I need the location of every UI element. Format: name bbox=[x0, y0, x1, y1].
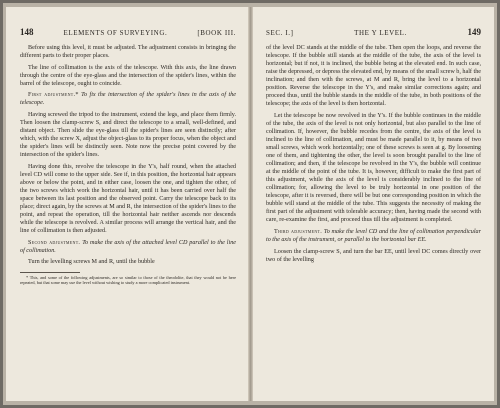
paragraph: Having done this, revolve the telescope in the Y's, half round, when the attached level CD will come to the upper side. See if, in this position, the horizontal hair appears above or below the point, and in either case, loosen the one, and tighten the other, of the two screws which work the horizontal hair, until it has been carried over half the space between its last position and the observed point. Carry the telescope back to its place; direct again, by the screws at M and R, the intersection of the spider's lines to the point, and repeat the operation, till the horizontal hair neither ascends nor descends while the telescope is revolved. A similar process will arrange the vertical hair, and the line of collimation is then adjusted. bbox=[20, 163, 236, 234]
first-adjustment-heading bbox=[20, 91, 236, 107]
paragraph: Let the telescope be now revolved in the Y's. If the bubble continues in the middle of the tube, the axis of the level is not only horizontal, but also parallel to the line of collimation. If, however, the bubble recedes from the centre, the axis of the level is inclined to the line of collimation, and must be made parallel to it, by means of two small screws, which work horizontally; one of these screws is seen at g. By loosening one of them, and tightening the other, the level is soon brought parallel to the line of collimation; and then, if the telescope be revolved in the Y's, the bubble will continue at the middle of the point of the tube. It is, however, difficult to make the first part of this adjustment, while the axis of the level is considerably inclined to the line of collimation; for, allowing the level to be truly horizontal in one position of the telescope, after it is reversed, there will be but one corresponding position in which the bubble will stand at the middle of the tube. This suggests the necessity of making the first part of the adjustment with tolerable accuracy; then, having made the second with care, re-examine the first, and proceed thus till the adjustment is completed. bbox=[266, 112, 481, 224]
footnote bbox=[20, 275, 236, 286]
right-running-head: THE Y LEVEL. bbox=[354, 29, 407, 37]
paragraph: Having screwed the tripod to the instrument, extend the legs, and place them firmly. Then loosen the clamp-screw S, and direct the telescope to a small, well-defined, and distant object. Then slide the eye-glass till the spider's lines are seen distinctly; after which, with the screw X, adjust the object-glass to its proper focus, when the object and the spider's lines will be distinctly seen. Note now the precise point covered by the intersection of the spider's lines. bbox=[20, 111, 236, 159]
left-page-header bbox=[20, 27, 236, 37]
right-section-label: SEC. I.] bbox=[266, 29, 294, 37]
paragraph: Loosen the clamp-screw S, and turn the bar EE, until level DC comes directly over two of the levelling bbox=[266, 248, 481, 263]
left-running-head: ELEMENTS OF SURVEYING. bbox=[63, 29, 168, 37]
adjustment-label: Third adjustment. bbox=[274, 229, 323, 236]
right-page-header bbox=[266, 27, 481, 37]
paragraph: of the level DC stands at the middle of the tube. Then open the loops, and reverse the telescope. If the bubble still stands at the middle of the tube, the axis of the level is horizontal; but if not, it is inclined, the bubble being at the elevated end. In such case, raise the depressed, or depress the elevated end, by means of the small screw b, half the inclination; and then with the screws, at M and R, bring the level to a horizontal position. Reverse the telescope in the Y's, and make similar corrections again; and proceed thus, until the bubble stands in the middle of the tube, in both positions of the telescope; the axis of the level is then horizontal. bbox=[266, 45, 482, 108]
adjustment-title: To make the axis of the attached level CD parallel to the line of collimation. bbox=[20, 239, 236, 254]
right-page bbox=[253, 7, 494, 401]
adjustment-label: Second adjustment. bbox=[28, 239, 81, 246]
adjustment-title: To fix the intersection of the spider's lines in the axis of the telescope. bbox=[20, 92, 236, 107]
paragraph: Turn the levelling screws M and R, until the bubble bbox=[28, 259, 155, 266]
left-page-text bbox=[20, 44, 236, 266]
left-page bbox=[6, 7, 248, 401]
adjustment-title: To make the level CD and the line of collimation perpendicular to the axis of the instrument, or parallel to the horizontal bar EE. bbox=[266, 229, 482, 244]
second-adjustment-heading bbox=[20, 239, 236, 255]
footnote-text: * This, and some of the following adjustments, are so similar to those of the theodolite, that they would not be here repeated, but that some may use the level without wishing to study a more complicated instrument. bbox=[20, 275, 236, 286]
paragraph: The line of collimation is the axis of the telescope. With this axis, the line drawn through the centre of the eye-glass and the intersection of the spider's lines, within the barrel of the telescope, ought to coincide. bbox=[20, 64, 236, 87]
right-page-text bbox=[266, 44, 481, 264]
third-adjustment-heading bbox=[266, 228, 481, 244]
left-book-label: [BOOK III. bbox=[197, 29, 236, 37]
footnote-rule bbox=[20, 272, 80, 273]
paragraph: Before using this level, it must be adjusted. The adjustment consists in bringing the different parts to their proper places. bbox=[20, 45, 236, 60]
right-page-number: 149 bbox=[467, 27, 481, 37]
book-spread bbox=[3, 3, 497, 405]
left-page-number: 148 bbox=[20, 27, 34, 37]
adjustment-label: First adjustment.* bbox=[28, 92, 79, 99]
